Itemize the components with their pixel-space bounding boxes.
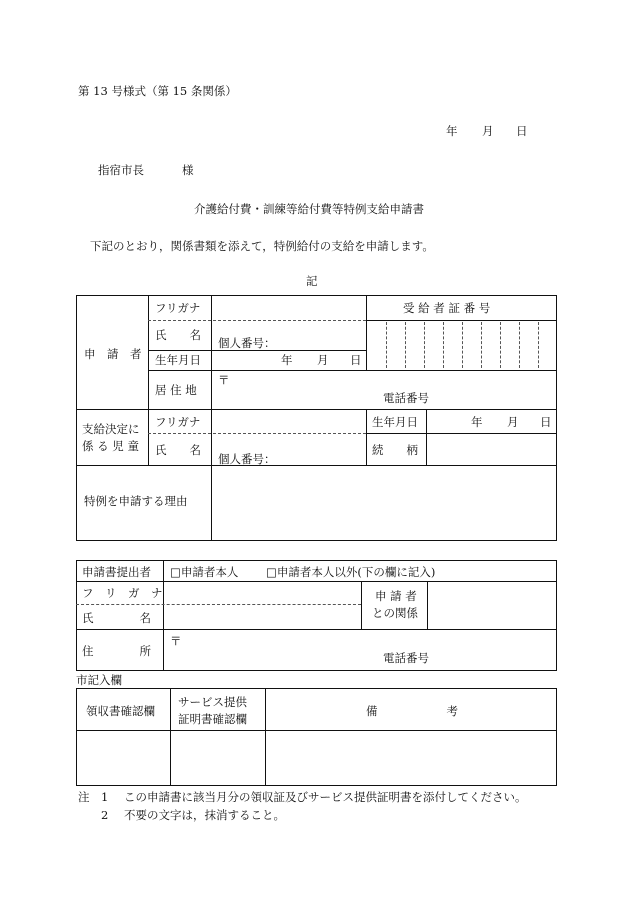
- submitter-label: 申請書提出者: [82, 565, 151, 579]
- note-2-text: 不要の文字は，抹消すること。: [124, 808, 285, 822]
- option-self-checkbox[interactable]: □申請者本人: [170, 565, 239, 579]
- child-birth-day: 日: [540, 415, 552, 429]
- form-number: 第 13 号様式（第 15 条関係）: [78, 84, 237, 98]
- addressee: 指宿市長: [98, 163, 144, 177]
- applicant-birthdate-label: 生年月日: [155, 353, 201, 367]
- addressee-suffix: 様: [182, 163, 194, 177]
- date-year-label: 年: [446, 124, 458, 138]
- relation-label-2: との関係: [372, 606, 418, 620]
- applicant-group-label: 申 請 者: [84, 347, 142, 361]
- applicant-name-label: 氏 名: [155, 328, 201, 342]
- recipient-number-label: 受 給 者 証 番 号: [403, 301, 491, 315]
- applicant-furigana-label: フリガナ: [155, 301, 201, 315]
- option-other-checkbox[interactable]: □申請者本人以外(下の欄に記入): [266, 565, 436, 579]
- service-check-label-1: サービス提供: [178, 695, 247, 709]
- submitter-phone-label: 電話番号: [383, 651, 429, 665]
- receipt-check-label: 領収書確認欄: [86, 704, 155, 718]
- note-1-number: 1: [101, 790, 109, 804]
- remarks-label: 備 考: [366, 704, 458, 718]
- date-day-label: 日: [516, 124, 528, 138]
- notes-prefix: 注: [78, 790, 90, 804]
- reason-label: 特例を申請する理由: [84, 494, 188, 508]
- applicant-birth-month: 月: [317, 353, 329, 367]
- applicant-kojin-bango-label: 個人番号：: [218, 336, 276, 350]
- intro-text: 下記のとおり，関係書類を添えて，特例給付の支給を申請します。: [90, 239, 434, 253]
- submitter-postal-mark: 〒: [170, 634, 182, 648]
- relation-label-1: 申 請 者: [375, 589, 417, 603]
- child-relationship-label: 続 柄: [372, 443, 418, 457]
- document-title: 介護給付費・訓練等給付費等特例支給申請書: [194, 202, 424, 216]
- date-month-label: 月: [482, 124, 494, 138]
- applicant-address-label: 居 住 地: [155, 383, 197, 397]
- applicant-birth-year: 年: [281, 353, 293, 367]
- child-furigana-label: フリガナ: [155, 415, 201, 429]
- child-birthdate-label: 生年月日: [372, 415, 418, 429]
- child-birth-year: 年: [471, 415, 483, 429]
- office-use-label: 市記入欄: [76, 673, 122, 687]
- applicant-phone-label: 電話番号: [383, 391, 429, 405]
- child-name-label: 氏 名: [155, 443, 201, 457]
- applicant-postal-mark: 〒: [218, 373, 230, 387]
- service-check-label-2: 証明書確認欄: [178, 712, 247, 726]
- child-kojin-bango-label: 個人番号：: [218, 452, 276, 466]
- submitter-name-label: 氏 名: [82, 611, 151, 625]
- note-2-number: 2: [101, 808, 109, 822]
- submitter-address-label: 住 所: [82, 644, 151, 658]
- submitter-furigana-label: フ リ ガ ナ: [82, 586, 163, 600]
- note-1-text: この申請書に該当月分の領収証及びサービス提供証明書を添付してください。: [124, 790, 527, 804]
- ki-heading: 記: [306, 274, 318, 288]
- applicant-birth-day: 日: [350, 353, 362, 367]
- child-group-label-2: 係 る 児 童: [82, 439, 139, 453]
- child-group-label-1: 支給決定に: [82, 422, 140, 436]
- child-birth-month: 月: [507, 415, 519, 429]
